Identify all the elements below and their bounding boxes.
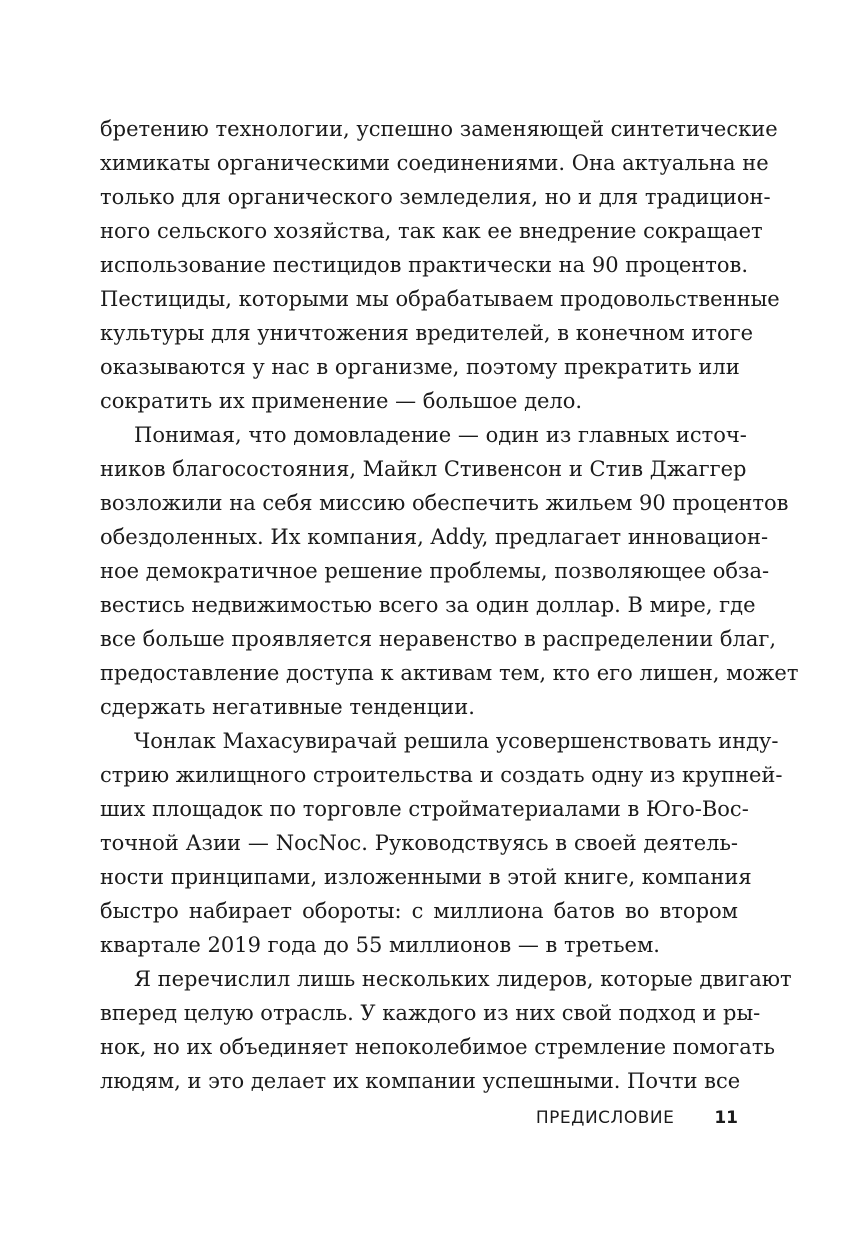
text-line: ного сельского хозяйства, так как ее внедрение сокращает <box>100 219 763 243</box>
text-line: обездоленных. Их компания, Addy, предлагает инновацион- <box>100 525 769 549</box>
text-line: культуры для уничтожения вредителей, в конечном итоге <box>100 321 754 345</box>
text-line: квартале 2019 года до 55 миллионов — в третьем. <box>100 933 660 957</box>
text-line: вестись недвижимостью всего за один доллар. В мире, где <box>100 593 756 617</box>
text-line: вперед целую отрасль. У каждого из них свой подход и ры- <box>100 1001 761 1025</box>
text-line: возложили на себя миссию обеспечить жильем 90 процентов <box>100 491 789 515</box>
text-line: все больше проявляется неравенство в распределении благ, <box>100 627 777 651</box>
text-line: бретению технологии, успешно заменяющей синтетические <box>100 117 778 141</box>
text-line: сократить их применение — большое дело. <box>100 389 583 413</box>
text-line: оказываются у нас в организме, поэтому прекратить или <box>100 355 740 379</box>
text-line: ности принципами, изложенными в этой книге, компания <box>100 865 752 889</box>
page-footer <box>536 1104 738 1132</box>
page-number: 11 <box>714 1108 738 1128</box>
text-line: Понимая, что домовладение — один из главных источ- <box>134 423 747 447</box>
running-head: ПРЕДИСЛОВИЕ <box>535 1108 675 1128</box>
text-line: ших площадок по торговле стройматериалами в Юго-Вос- <box>100 797 749 821</box>
text-line: ное демократичное решение проблемы, позволяющее обза- <box>100 559 770 583</box>
text-line: Чонлак Махасувирачай решила усовершенствовать инду- <box>134 729 779 753</box>
text-line: сдержать негативные тенденции. <box>100 695 475 719</box>
text-line: стрию жилищного строительства и создать одну из крупней- <box>100 763 783 787</box>
text-line: быстро набирает обороты: с миллиона батов во втором <box>100 899 738 923</box>
text-line: людям, и это делает их компании успешными. Почти все <box>100 1069 741 1093</box>
text-line: точной Азии — NocNoc. Руководствуясь в своей деятель- <box>100 831 738 855</box>
text-line: Я перечислил лишь нескольких лидеров, которые двигают <box>134 967 792 991</box>
text-line: нок, но их объединяет непоколебимое стремление помогать <box>100 1035 775 1059</box>
text-line: Пестициды, которыми мы обрабатываем продовольственные <box>100 287 780 311</box>
text-line: химикаты органическими соединениями. Она актуальна не <box>100 151 769 175</box>
text-line: использование пестицидов практически на 90 процентов. <box>100 253 749 277</box>
text-line: только для органического земледелия, но и для традицион- <box>100 185 771 209</box>
text-line: ников благосостояния, Майкл Стивенсон и Стив Джаггер <box>100 457 747 481</box>
text-line: предоставление доступа к активам тем, кто его лишен, может <box>100 661 799 685</box>
